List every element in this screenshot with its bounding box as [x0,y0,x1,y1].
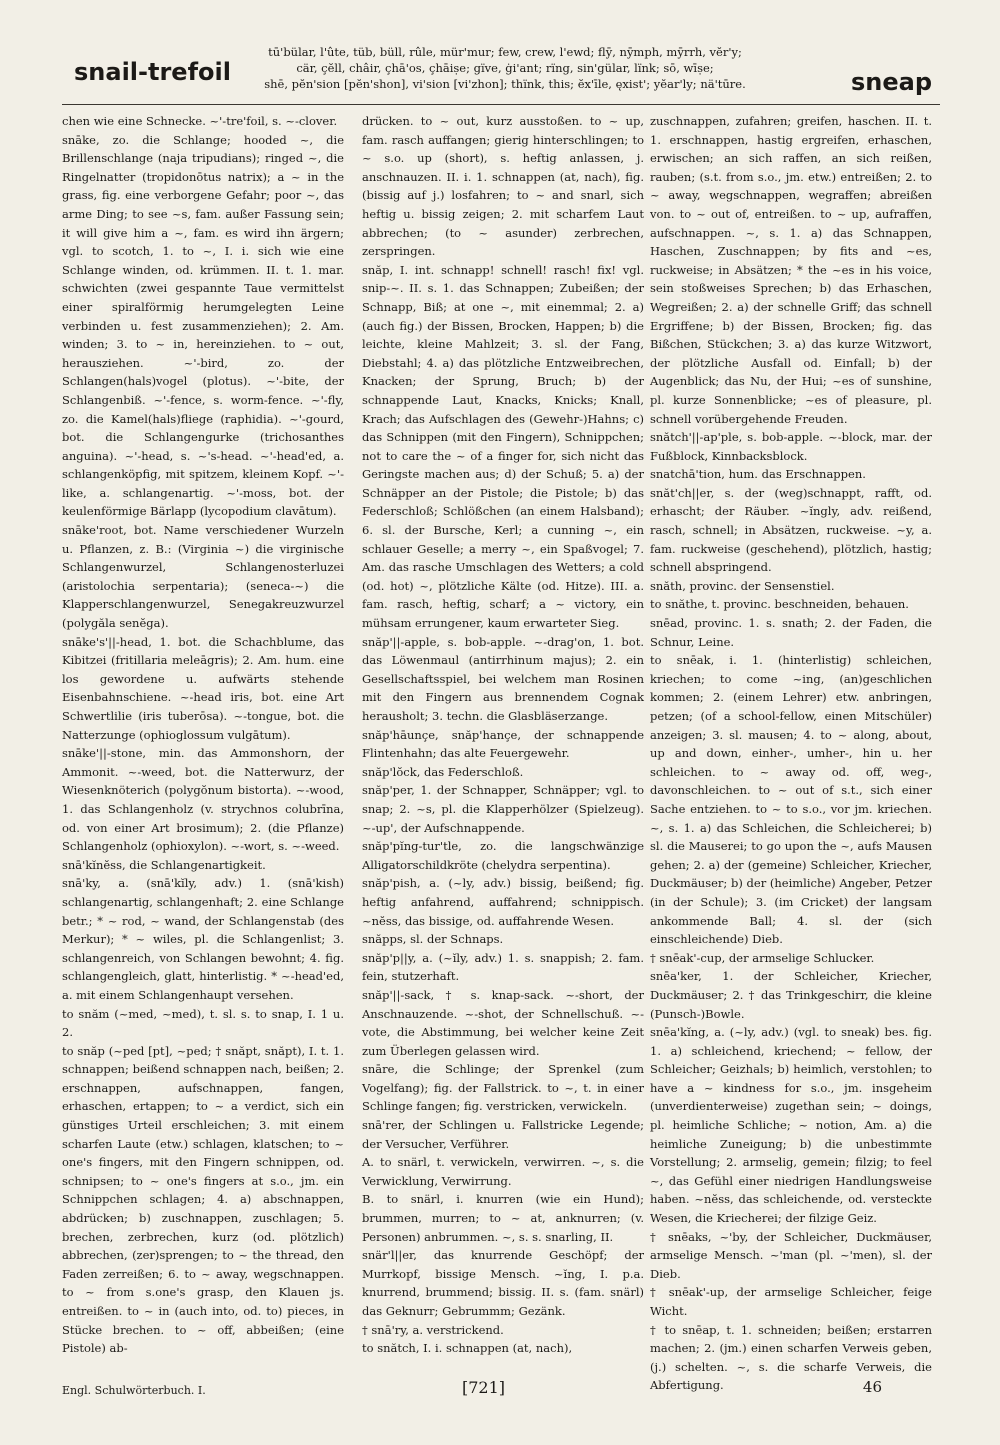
dictionary-entry: † snēak'-up, der armselige Schleicher, feige Wicht. [650,1285,932,1318]
pronunciation-key [225,44,785,92]
pronunciation-line: shē, pĕn'sion [pĕn'shon], vi'sion [vi'zhon]; thïnk, this; ĕx'īle, ęxist'; yĕar'ly; nä'tūre. [264,77,746,91]
dictionary-entry: to snăp (~ped [pt], ~ped; † snăpt, snăpt), I. t. 1. schnappen; beißend schnappen nach, beißen; 2. erschnappen, aufschnappen, fangen, erhaschen, ertappen; to ~ a verdict, sich ein günstiges Urteil erschleichen; 3. mit einem scharfen Laute (etw.) schlagen, klatschen; to ~ one's fingers, mit den Fingern schnippen, od. schnipsen; to ~ one's fingers at s.o., jm. ein Schnippchen schlagen; 4. a) abschnappen, abdrücken; b) zuschnappen, zuschlagen; 5. brechen, zerbrechen, kurz (od. plötzlich) abbrechen, (zer)sprengen; to ~ the thread, den Faden zerreißen; 6. to ~ away, wegschnappen. to ~ from s.one's grasp, den Klauen js. entreißen. to ~ in (auch into, od. to) pieces, in Stücke brechen. to ~ off, abbeißen; (eine Pistole) ab- [62,1043,344,1356]
dictionary-entry: B. to snärl, i. knurren (wie ein Hund); brummen, murren; to ~ at, anknurren; (v. Personen) anbrummen. ~, s. s. snarling, II. [362,1192,644,1244]
pronunciation-line: cär, çĕll, châir, çhā'os, çhāiṣe; gïve, ġi'ant; rïng, sin'gülar, lïnk; sō, wīṣe; [296,61,714,75]
column-middle [362,112,644,1358]
dictionary-entry: snāke's'||-head, 1. bot. die Schachblume, das Kibitzei (fritillaria meleāgris); 2. Am. hum. eine los gewordene u. aufwärts stehende Eisenbahnschiene. ~-head iris, bot. eine Art Schwertlilie (iris tuberōsa). ~-tongue, bot. die Natterzunge (ophioglossum vulgātum). [62,634,344,742]
signature-number: 46 [862,1378,882,1396]
dictionary-entry: snā'rer, der Schlingen u. Fallstricke Legende; der Versucher, Verführer. [362,1118,644,1151]
dictionary-entry: snēad, provinc. 1. s. snath; 2. der Faden, die Schnur, Leine. [650,616,932,649]
dictionary-entry: snăp'pĭng-tur'tle, zo. die langschwänzige Alligatorschildkröte (chelydra serpentina). [362,839,644,872]
dictionary-entry: snăth, provinc. der Sensenstiel. [650,578,835,593]
dictionary-entry: snēa'ker, 1. der Schleicher, Kriecher, Duckmäuser; 2. † das Trinkgeschirr, die kleine (Punsch-)Bowle. [650,969,932,1021]
dictionary-entry: drücken. to ~ out, kurz ausstoßen. to ~ up, fam. rasch auffangen; gierig hinterschlingen; to ~ s.o. up (short), s. heftig anlassen, j. anschnauzen. II. i. 1. schnappen (at, nach), fig. (bissig auf j.) losfahren; to ~ and snarl, sich heftig u. bissig zeigen; 2. mit scharfem Laut abbrechen; (to ~ asunder) zerbrechen, zerspringen. [362,114,644,259]
dictionary-entry: snatchā'tion, hum. das Erschnappen. [650,467,866,482]
column-right [650,112,932,1395]
pronunciation-line: tū'bülar, l'ûte, tüb, büll, rûle, mür'mur; few, crew, l'ewd; flȳ, nȳmph, mȳrrh, vĕr'y; [268,45,742,59]
dictionary-entry: snär'l||er, das knurrende Geschöpf; der Murrkopf, bissige Mensch. ~ĭng, I. p.a. knurrend, brummend; bissig. II. s. (fam. snärl) das Geknurr; Gebrummm; Gezänk. [362,1248,644,1318]
dictionary-entry: snăp'hāunçe, snăp'hançe, der schnappende Flintenhahn; das alte Feuergewehr. [362,727,644,761]
dictionary-entry: † snēak'-cup, der armselige Schlucker. [650,950,875,965]
dictionary-entry: snăp'per, 1. der Schnapper, Schnäpper; vgl. to snap; 2. ~s, pl. die Klapperhölzer (Spielzeug). ~-up', der Aufschnappende. [362,783,644,835]
dictionary-entry: snāre, die Schlinge; der Sprenkel (zum Vogelfang); fig. der Fallstrick. to ~, t. in einer Schlinge fangen; fig. verstricken, verwickeln. [362,1062,644,1114]
dictionary-entry: snăp'lŏck, das Federschloß. [362,764,524,779]
dictionary-entry: † snā'ry, a. verstrickend. [362,1322,504,1337]
column-left [62,112,344,1358]
dictionary-entry: A. to snärl, t. verwickeln, verwirren. ~, s. die Verwicklung, Verwirrung. [362,1155,644,1188]
dictionary-entry: snăp'p||y, a. (~ĭly, adv.) 1. s. snappish; 2. fam. fein, stutzerhaft. [362,950,644,984]
dictionary-entry: snāke, zo. die Schlange; hooded ~, die Brillenschlange (naja tripudians); ringed ~, die Ringelnatter (tropidonōtus natrix); a ~ in the grass, fig. eine verborgene Gefahr; poor ~, das arme Ding; to see ~s, fam. außer Fassung sein; it will give him a ~, fam. es wird ihn ärgern; vgl. to scotch, 1. to ~, I. i. sich wie eine Schlange winden, od. krümmen. II. t. 1. mar. schwichten (zwei gespannte Taue vermittelst einer spiralförmig herumgelegten Leine verbinden u. fest zusammenziehen); 2. Am. winden; 3. to ~ in, hereinziehen. to ~ out, herausziehen. ~'-bird, zo. der Schlangen(hals)vogel (plotus). ~'-bite, der Schlangenbiß. ~'-fence, s. worm-fence. ~'-fly, zo. die Kamel(hals)fliege (raphidia). ~'-gourd, bot. die Schlangengurke (trichosanthes anguina). ~'-head, s. ~'s-head. ~'-head'ed, a. schlangenköpfig, mit spitzem, kleinem Kopf. ~'-like, a. schlangenartig. ~'-moss, bot. der keulenförmige Bärlapp (lycopodium clavātum). [62,132,344,519]
footer-book-title: Engl. Schulwörterbuch. I. [62,1384,206,1397]
dictionary-entry: to snăm (~med, ~med), t. sl. s. to snap, I. 1 u. 2. [62,1006,344,1040]
dictionary-entry: † snēaks, ~'by, der Schleicher, Duckmäuser, armselige Mensch. ~'man (pl. ~'men), sl. der Dieb. [650,1229,932,1281]
dictionary-entry: chen wie eine Schnecke. ~'-tre'foil, s. ~-clover. [62,114,338,128]
dictionary-entry: snăpps, sl. der Schnaps. [362,932,504,947]
dictionary-entry: † to snēap, t. 1. schneiden; beißen; erstarren machen; 2. (jm.) einen scharfen Verweis geben, (j.) schelten. ~, s. die scharfe Verweis, die Abfertigung. [650,1322,932,1393]
page-number: [721] [462,1378,506,1397]
page-footer [62,1378,940,1402]
dictionary-entry: snăp'||-apple, s. bob-apple. ~-drag'on, 1. bot. das Löwenmaul (antirrhinum majus); 2. ein Gesellschaftsspiel, bei welchem man Rosinen mit den Fingern aus brennendem Cognak herausholt; 3. techn. die Glasbläserzange. [362,634,644,723]
running-head-right: sneap [850,68,932,96]
dictionary-entry: to snēak, i. 1. (hinterlistig) schleichen, kriechen; to come ~ing, (an)geschlichen kommen; 2. (einem Lehrer) etw. anbringen, petzen; (of a school-fellow, einen Mitschüler) anzeigen; 3. sl. mausen; 4. to ~ along, about, up and down, einher-, umher-, hin u. her schleichen. to ~ away od. off, weg-, davonschleichen. to ~ out of s.t., sich einer Sache entziehen. to ~ to s.o., vor jm. kriechen. ~, s. 1. a) das Schleichen, die Schleicherei; b) sl. die Mauserei; to go upon the ~, aufs Mausen gehen; 2. a) der (gemeine) Schleicher, Kriecher, Duckmäuser; b) der (heimliche) Angeber, Petzer (in der Schule); 3. (im Cricket) der langsam ankommende Ball; 4. sl. der (sich einschleichende) Dieb. [650,653,932,947]
dictionary-entry: snā'kĭnĕss, die Schlangenartigkeit. [62,857,266,872]
dictionary-entry: snāke'||-stone, min. das Ammonshorn, der Ammonit. ~-weed, bot. die Natterwurz, der Wiesenknöterich (polygŏnum bistorta). ~-wood, 1. das Schlangenholz (v. strychnos colubrīna, od. von einer Art brosimum); 2. (die Pflanze) Schlangenholz (ophioxylon). ~-wort, s. ~-weed. [62,746,344,854]
dictionary-entry: snăp'pish, a. (~ly, adv.) bissig, beißend; fig. heftig anfahrend, auffahrend; schnippisch. ~nĕss, das bissige, od. auffahrende Wesen. [362,876,644,928]
dictionary-entry: snā'ky, a. (snā'kĭly, adv.) 1. (snā'kish) schlangenartig, schlangenhaft; 2. eine Schlange betr.; * ~ rod, ~ wand, der Schlangenstab (des Merkur); * ~ wiles, pl. die Schlangenlist; 3. schlangenreich, von Schlangen bewohnt; 4. fig. schlangengleich, glatt, hinterlistig. * ~-head'ed, a. mit einem Schlangenhaupt versehen. [62,876,344,1002]
dictionary-entry: snăp'||-sack, † s. knap-sack. ~-short, der Anschnauzende. ~-shot, der Schnellschuß. ~-vote, die Abstimmung, bei welcher keine Zeit zum Überlegen gelassen wird. [362,987,644,1058]
header-rule [62,104,940,105]
dictionary-entry: to snătch, I. i. schnappen (at, nach), [362,1341,573,1356]
dictionary-entry: snēa'kĭng, a. (~ly, adv.) (vgl. to sneak) bes. fig. 1. a) schleichend, kriechend; ~ fellow, der Schleicher; Geizhals; b) heimlich, verstohlen; to have a ~ kindness for s.o., jm. insgeheim (unverdienterweise) zugethan sein; ~ doings, pl. heimliche Schliche; ~ notion, Am. a) die heimliche Zuneigung; b) die unbestimmte Vorstellung; 2. armselig, gemein; filzig; to feel ~, das Gefühl einer niedrigen Handlungsweise haben. ~nĕss, das schleichende, od. versteckte Wesen, die Kriecherei; der filzige Geiz. [650,1025,932,1226]
dictionary-entry: snāke'root, bot. Name verschiedener Wurzeln u. Pflanzen, z. B.: (Virginia ~) die virginische Schlangenwurzel, Schlangenosterluzei (aristolochia serpentaria); (seneca-~) die Klapperschlangenwurzel, Senegakreuzwurzel (polygăla senĕga). [62,523,344,631]
dictionary-entry: to snăthe, t. provinc. beschneiden, behauen. [650,597,909,612]
dictionary-entry: snătch'||-ap'ple, s. bob-apple. ~-block, mar. der Fußblock, Kinnbacksblock. [650,430,932,463]
dictionary-entry: snăp, I. int. schnapp! schnell! rasch! fix! vgl. snip-~. II. s. 1. das Schnappen; Zubeißen; der Schnapp, Biß; at one ~, mit einemmal; 2. a) (auch fig.) der Bissen, Brocken, Happen; b) die leichte, kleine Mahlzeit; 3. sl. der Fang, Diebstahl; 4. a) das plötzliche Entzweibrechen, Knacken; der Sprung, Bruch; b) der schnappende Laut, Knacks, Knicks; Knall, Krach; das Aufschlagen des (Gewehr-)Hahns; c) das Schnippen (mit den Fingern), Schnippchen; not to care the ~ of a finger for, sich nicht das Geringste machen aus; d) der Schuß; 5. a) der Schnäpper an der Pistole; die Pistole; b) das Federschloß; Schlößchen (an einem Halsband); 6. sl. der Bursche, Kerl; a cunning ~, ein schlauer Geselle; a merry ~, ein Spaßvogel; 7. Am. das rasche Umschlagen des Wetters; a cold (od. hot) ~, plötzliche Kälte (od. Hitze). III. a. fam. rasch, heftig, scharf; a ~ victory, ein mühsam errungener, kaum erwarteter Sieg. [362,262,644,631]
dictionary-entry: zuschnappen, zufahren; greifen, haschen. II. t. 1. erschnappen, hastig ergreifen, erhaschen, erwischen; an sich raffen, an sich reißen, rauben; (s.t. from s.o., jm. etw.) entreißen; 2. to ~ away, wegschnappen, wegraffen; abreißen von. to ~ out of, entreißen. to ~ up, aufraffen, aufschnappen. ~, s. 1. a) das Schnappen, Haschen, Zuschnappen; by fits and ~es, ruckweise; in Absätzen; * the ~es in his voice, sein stoßweises Sprechen; b) das Erhaschen, Wegreißen; 2. a) der schnelle Griff; das schnell Ergriffene; b) der Bissen, Brocken; fig. das Bißchen, Stückchen; 3. a) das kurze Witzwort, der plötzliche Ausfall od. Einfall; b) der Augenblick; das Nu, der Hui; ~es of sunshine, pl. kurze Sonnenblicke; ~es of pleasure, pl. schnell vorübergehende Freuden. [650,114,932,426]
dictionary-entry: snăt'ch||er, s. der (weg)schnappt, rafft, od. erhascht; der Räuber. ~ĭngly, adv. reißend, rasch, schnell; in Absätzen, ruckweise. ~y, a. fam. ruckweise (geschehend), plötzlich, hastig; schnell abspringend. [650,485,932,575]
running-head-left: snail-trefoil [74,58,231,86]
